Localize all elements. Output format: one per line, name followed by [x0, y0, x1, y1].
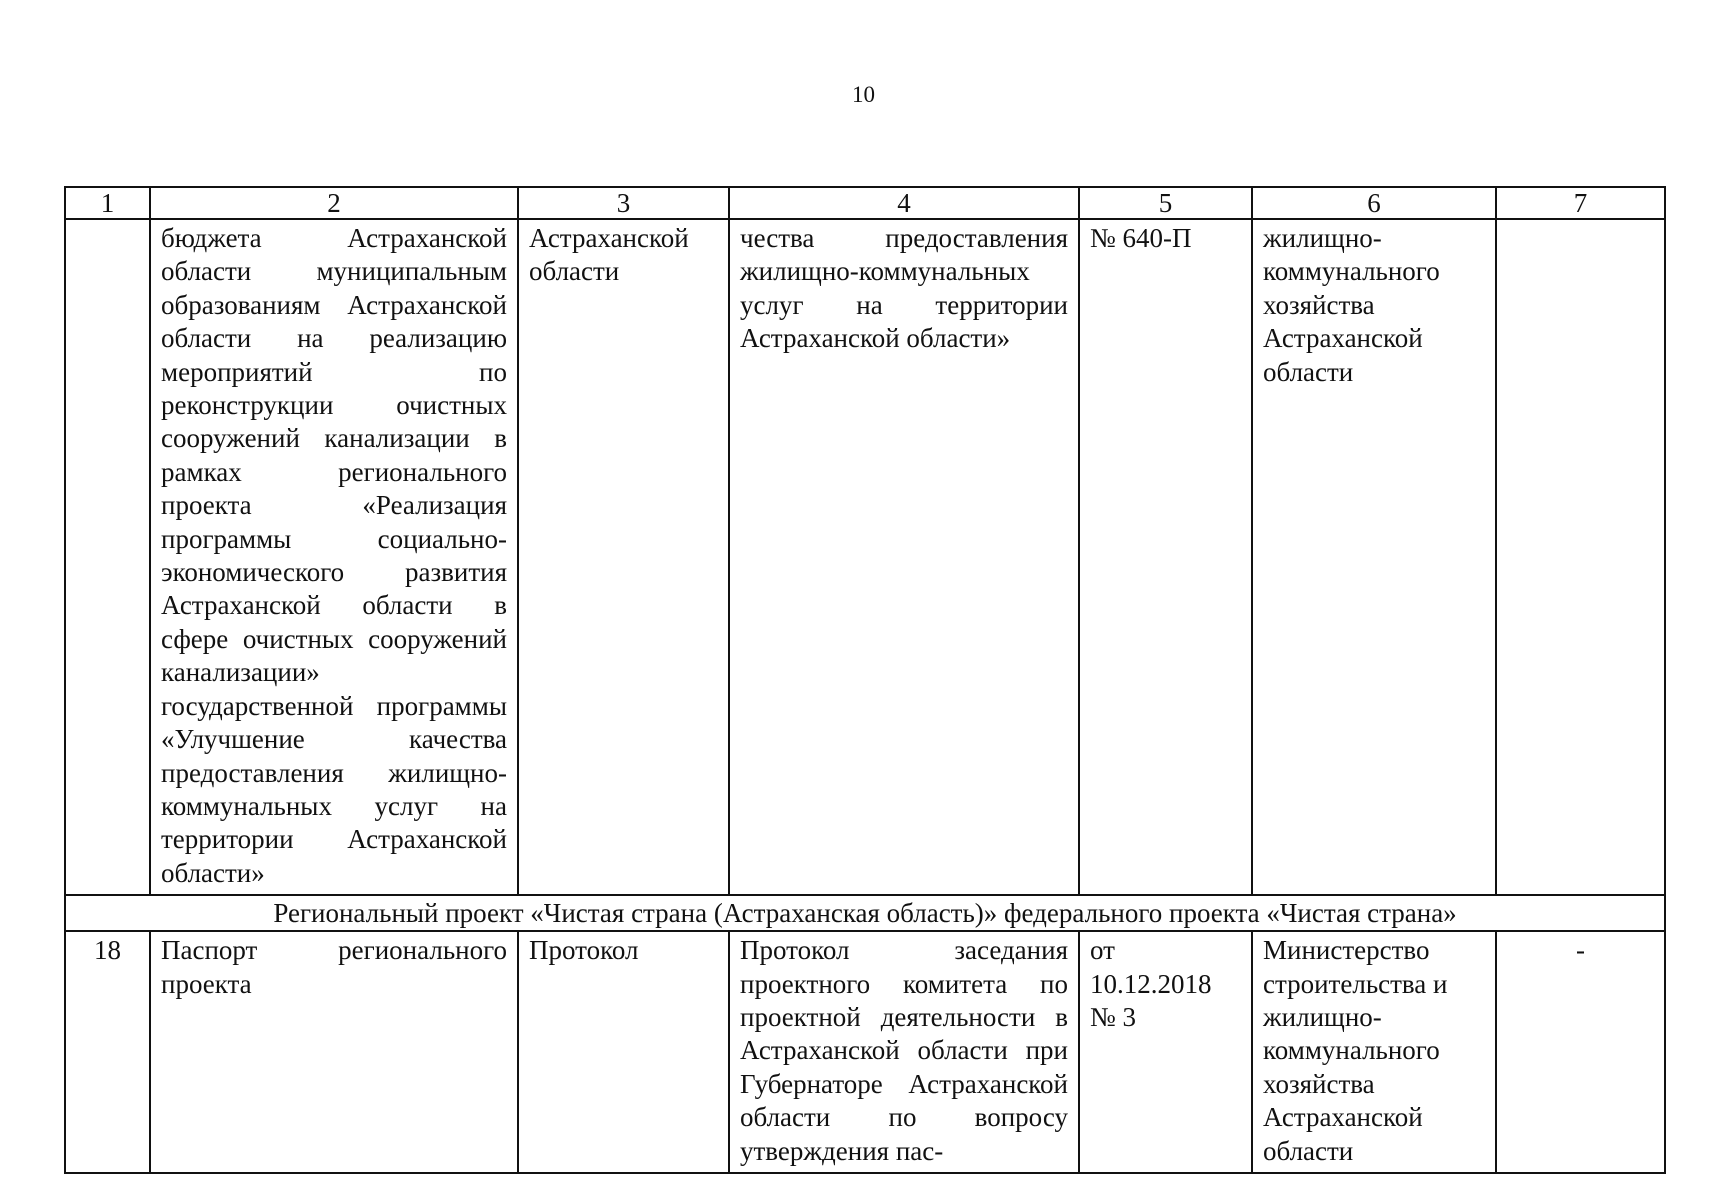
- header-cell: 7: [1496, 187, 1665, 219]
- header-cell: 2: [150, 187, 518, 219]
- header-cell: 1: [65, 187, 150, 219]
- cell-document-name: бюджета Астраханской области муниципальным образованиям Астраханской области на реализацию мероприятий по реконструкции очистных сооружений канализации в рамках регионального проекта «Реализация программы социально-экономического развития Астраханской области в сфере очистных сооружений канализации» государственной программы «Улучшение качества предоставления жилищно-коммунальных услуг на территории Астраханской области»: [150, 219, 518, 895]
- page-number: 10: [852, 82, 875, 107]
- section-row: [65, 895, 1665, 931]
- cell-document-type: Астраханской области: [518, 219, 729, 895]
- header-cell: 5: [1079, 187, 1252, 219]
- cell-responsible: Министерство строительства и жилищно-коммунального хозяйства Астраханской области: [1252, 931, 1496, 1173]
- header-cell: 6: [1252, 187, 1496, 219]
- date-value: 10.12.2018: [1090, 968, 1212, 999]
- cell-document-date: [1079, 931, 1252, 1173]
- header-cell: 4: [729, 187, 1079, 219]
- section-title: Региональный проект «Чистая страна (Астраханская область)» федерального проекта «Чистая страна»: [65, 895, 1665, 931]
- cell-document-title: Протокол заседания проектного комитета по проектной деятельности в Астраханской области при Губернаторе Астраханской области по вопросу утверждения пас-: [729, 931, 1079, 1173]
- table-header-row: [65, 187, 1665, 219]
- document-table: [64, 186, 1666, 1174]
- cell-document-title: чества предоставления жилищно-коммунальных услуг на территории Астраханской области»: [729, 219, 1079, 895]
- cell-number: [65, 219, 150, 895]
- cell-document-type: Протокол: [518, 931, 729, 1173]
- cell-responsible: жилищно-коммунального хозяйства Астраханской области: [1252, 219, 1496, 895]
- cell-document-date: № 640-П: [1079, 219, 1252, 895]
- header-cell: 3: [518, 187, 729, 219]
- cell-note: -: [1496, 931, 1665, 1173]
- table-row: [65, 219, 1665, 895]
- table-row: [65, 931, 1665, 1173]
- date-prefix: от: [1090, 935, 1115, 966]
- cell-document-name: Паспорт регионального проекта: [150, 931, 518, 1173]
- cell-number: 18: [65, 931, 150, 1173]
- cell-note: [1496, 219, 1665, 895]
- protocol-number: № 3: [1090, 1001, 1137, 1032]
